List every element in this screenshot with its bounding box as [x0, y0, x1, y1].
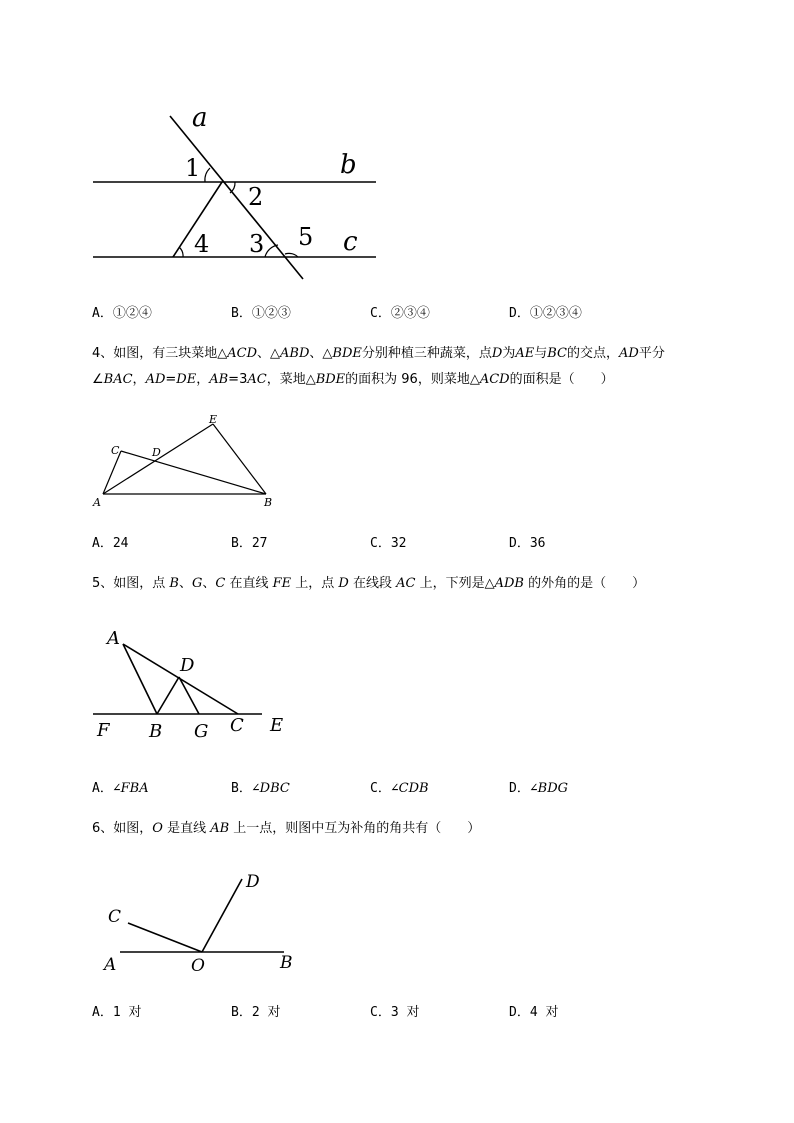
q3-option-b[interactable]: B．①②③: [231, 306, 291, 321]
q4-option-c[interactable]: C．32: [370, 536, 407, 551]
q5-option-c[interactable]: C．∠CDB: [370, 781, 429, 796]
label-O: O: [191, 956, 205, 976]
ray-oc: [128, 923, 202, 952]
label-B: B: [264, 496, 273, 509]
label-1: 1: [185, 154, 201, 182]
label-C: C: [230, 715, 244, 736]
q4-stem-line1: 4、如图，有三块菜地△ACD、△ABD、△BDE分别种植三种蔬菜，点D为AE与BC的交点，AD平分: [92, 346, 665, 361]
q5-option-b[interactable]: B．∠DBC: [231, 781, 290, 796]
label-D: D: [180, 655, 195, 676]
label-5: 5: [298, 223, 314, 251]
label-C: C: [111, 444, 120, 457]
q3-option-a[interactable]: A．①②④: [92, 306, 152, 321]
label-b: b: [340, 150, 357, 180]
q5-option-a[interactable]: A．∠FBA: [92, 781, 149, 796]
label-F: F: [97, 720, 110, 741]
label-B: B: [280, 953, 293, 973]
q4-option-a[interactable]: A．24: [92, 536, 129, 551]
label-D: D: [152, 446, 161, 459]
q5-option-d[interactable]: D．∠BDG: [509, 781, 569, 796]
q4-option-b[interactable]: B．27: [231, 536, 268, 551]
label-3: 3: [249, 230, 265, 258]
label-A: A: [104, 955, 117, 975]
q5-stem: 5、如图，点 B、G、C 在直线 FE 上，点 D 在线段 AC 上，下列是△ADB 的外角的是（ ）: [92, 576, 646, 591]
label-4: 4: [194, 230, 210, 258]
q6-option-b[interactable]: B．2 对: [231, 1005, 281, 1020]
label-E: E: [209, 413, 218, 426]
label-a: a: [192, 103, 208, 133]
label-E: E: [270, 715, 284, 736]
label-2: 2: [248, 183, 264, 211]
q4-option-d[interactable]: D．36: [509, 536, 546, 551]
ray-od: [202, 879, 242, 952]
label-A: A: [107, 628, 120, 649]
label-C: C: [108, 907, 122, 927]
q6-option-a[interactable]: A．1 对: [92, 1005, 142, 1020]
q6-stem: 6、如图，O 是直线 AB 上一点，则图中互为补角的角共有（ ）: [92, 821, 481, 836]
label-D: D: [246, 872, 260, 892]
q3-option-c[interactable]: C．②③④: [370, 306, 430, 321]
q6-option-d[interactable]: D．4 对: [509, 1005, 559, 1020]
label-c: c: [343, 227, 358, 257]
label-A: A: [93, 496, 101, 509]
q3-option-d[interactable]: D．①②③④: [509, 306, 582, 321]
q6-option-c[interactable]: C．3 对: [370, 1005, 420, 1020]
label-G: G: [194, 721, 209, 742]
q4-stem-line2: ∠BAC，AD=DE，AB=3AC，菜地△BDE的面积为 96，则菜地△ACD的面积是（ ）: [92, 372, 614, 387]
label-B: B: [149, 721, 163, 742]
